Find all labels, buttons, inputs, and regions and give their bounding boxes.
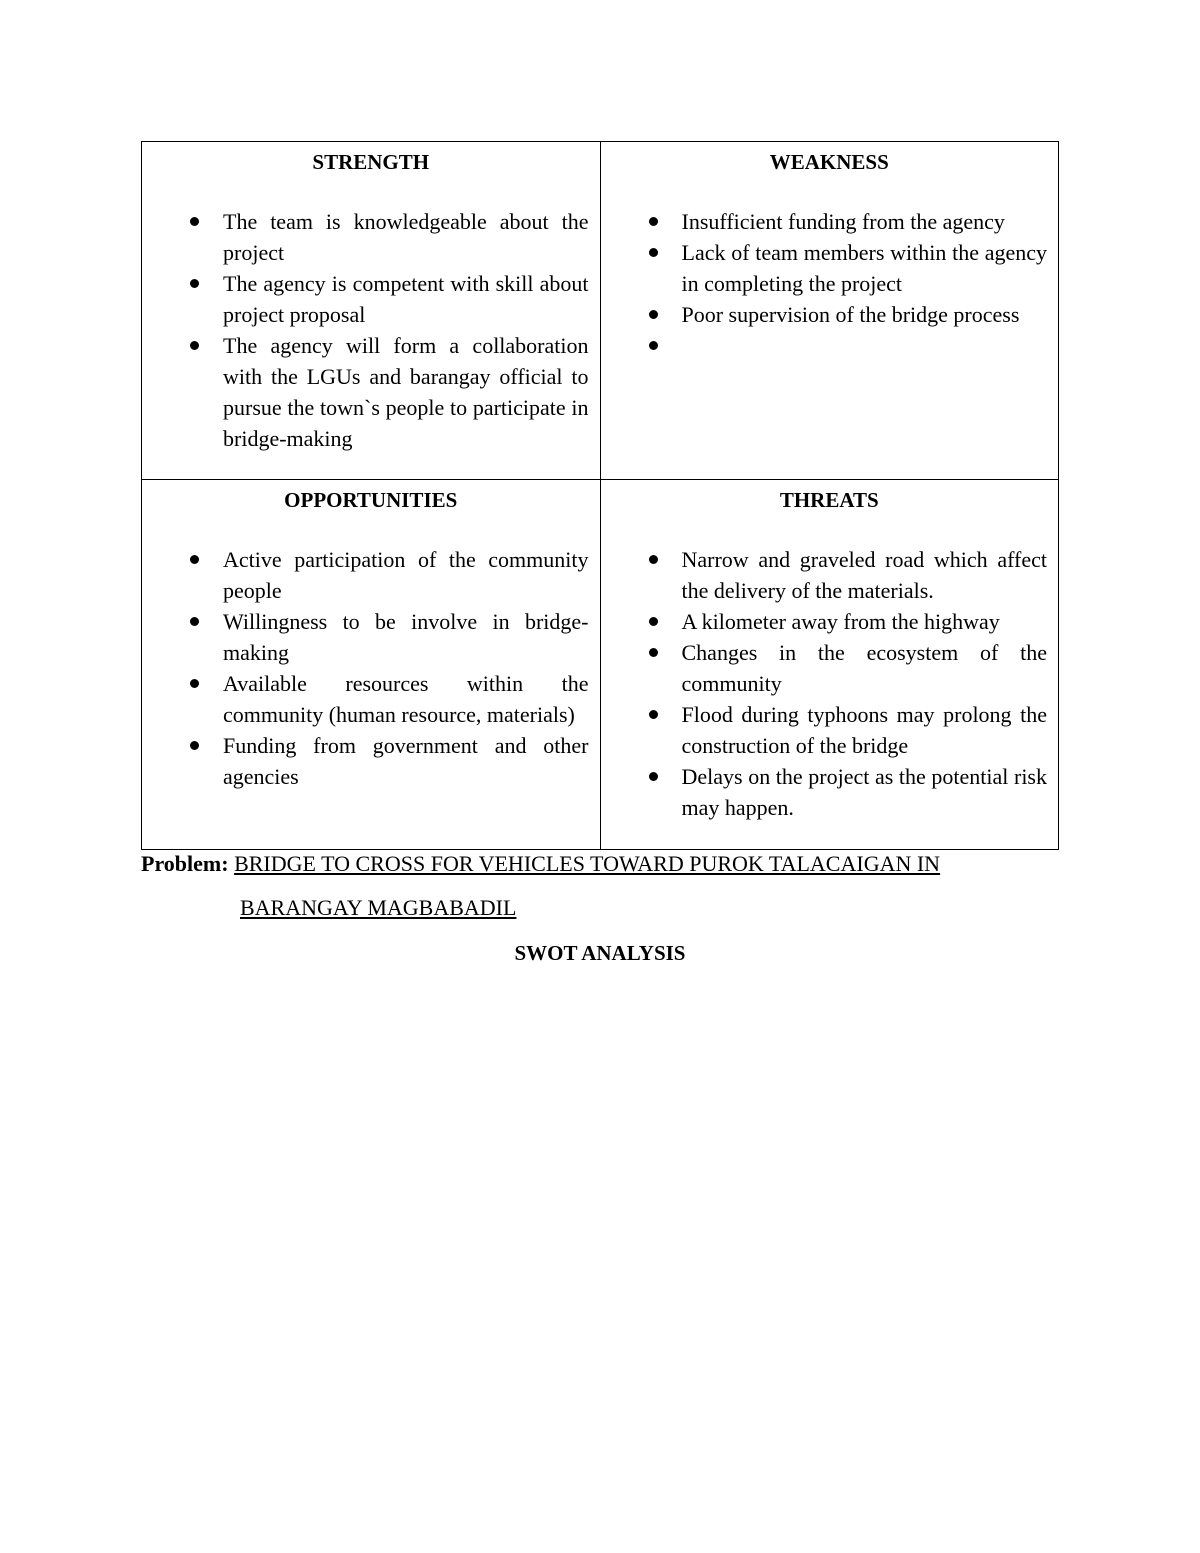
list-item: A kilometer away from the highway [682, 606, 1048, 637]
bullet-icon [190, 217, 199, 226]
bullet-icon [649, 248, 658, 257]
list-item: Delays on the project as the potential risk may happen. [682, 761, 1048, 823]
problem-label: Problem: [141, 851, 229, 876]
weakness-title: WEAKNESS [769, 150, 889, 174]
list-item: Available resources within the community (human resource, materials) [223, 668, 589, 730]
list-item: Active participation of the community people [223, 544, 589, 606]
bullet-icon [190, 617, 199, 626]
bullet-icon [649, 341, 658, 350]
list-item: Flood during typhoons may prolong the construction of the bridge [682, 699, 1048, 761]
bullet-icon [190, 679, 199, 688]
list-item: Changes in the ecosystem of the community [682, 637, 1048, 699]
weakness-cell [600, 142, 1059, 480]
weakness-list [612, 206, 1048, 361]
bullet-icon [649, 648, 658, 657]
document-title: SWOT ANALYSIS [514, 941, 686, 965]
list-item: Poor supervision of the bridge process [682, 299, 1048, 330]
opportunities-title: OPPORTUNITIES [284, 488, 458, 512]
list-item: Funding from government and other agencies [223, 730, 589, 792]
bullet-icon [649, 555, 658, 564]
bullet-icon [649, 710, 658, 719]
bullet-icon [649, 310, 658, 319]
swot-row-bottom [142, 480, 1059, 850]
list-item: The agency will form a collaboration with the LGUs and barangay official to pursue the town`s people to participate in bridge-making [223, 330, 589, 454]
list-item: The team is knowledgeable about the project [223, 206, 589, 268]
strength-title: STRENGTH [312, 150, 430, 174]
list-item: Insufficient funding from the agency [682, 206, 1048, 237]
list-item: Narrow and graveled road which affect the delivery of the materials. [682, 544, 1048, 606]
bullet-icon [649, 217, 658, 226]
problem-text-line-2: BARANGAY MAGBABADIL [240, 895, 517, 920]
opportunities-list [153, 544, 589, 792]
bullet-icon [649, 617, 658, 626]
bullet-icon [190, 279, 199, 288]
swot-table [141, 141, 1059, 850]
threats-title: THREATS [779, 488, 879, 512]
threats-cell [600, 480, 1059, 850]
problem-statement [141, 849, 940, 879]
problem-text-line-1: BRIDGE TO CROSS FOR VEHICLES TOWARD PUROK TALACAIGAN IN [234, 851, 941, 876]
threats-list [612, 544, 1048, 823]
bullet-icon [649, 772, 658, 781]
list-item: Willingness to be involve in bridge-making [223, 606, 589, 668]
list-item: The agency is competent with skill about project proposal [223, 268, 589, 330]
opportunities-cell [142, 480, 601, 850]
list-item: Lack of team members within the agency in completing the project [682, 237, 1048, 299]
list-item [682, 330, 1048, 361]
bullet-icon [190, 741, 199, 750]
strength-cell [142, 142, 601, 480]
swot-row-top [142, 142, 1059, 480]
bullet-icon [190, 555, 199, 564]
bullet-icon [190, 341, 199, 350]
strength-list [153, 206, 589, 454]
